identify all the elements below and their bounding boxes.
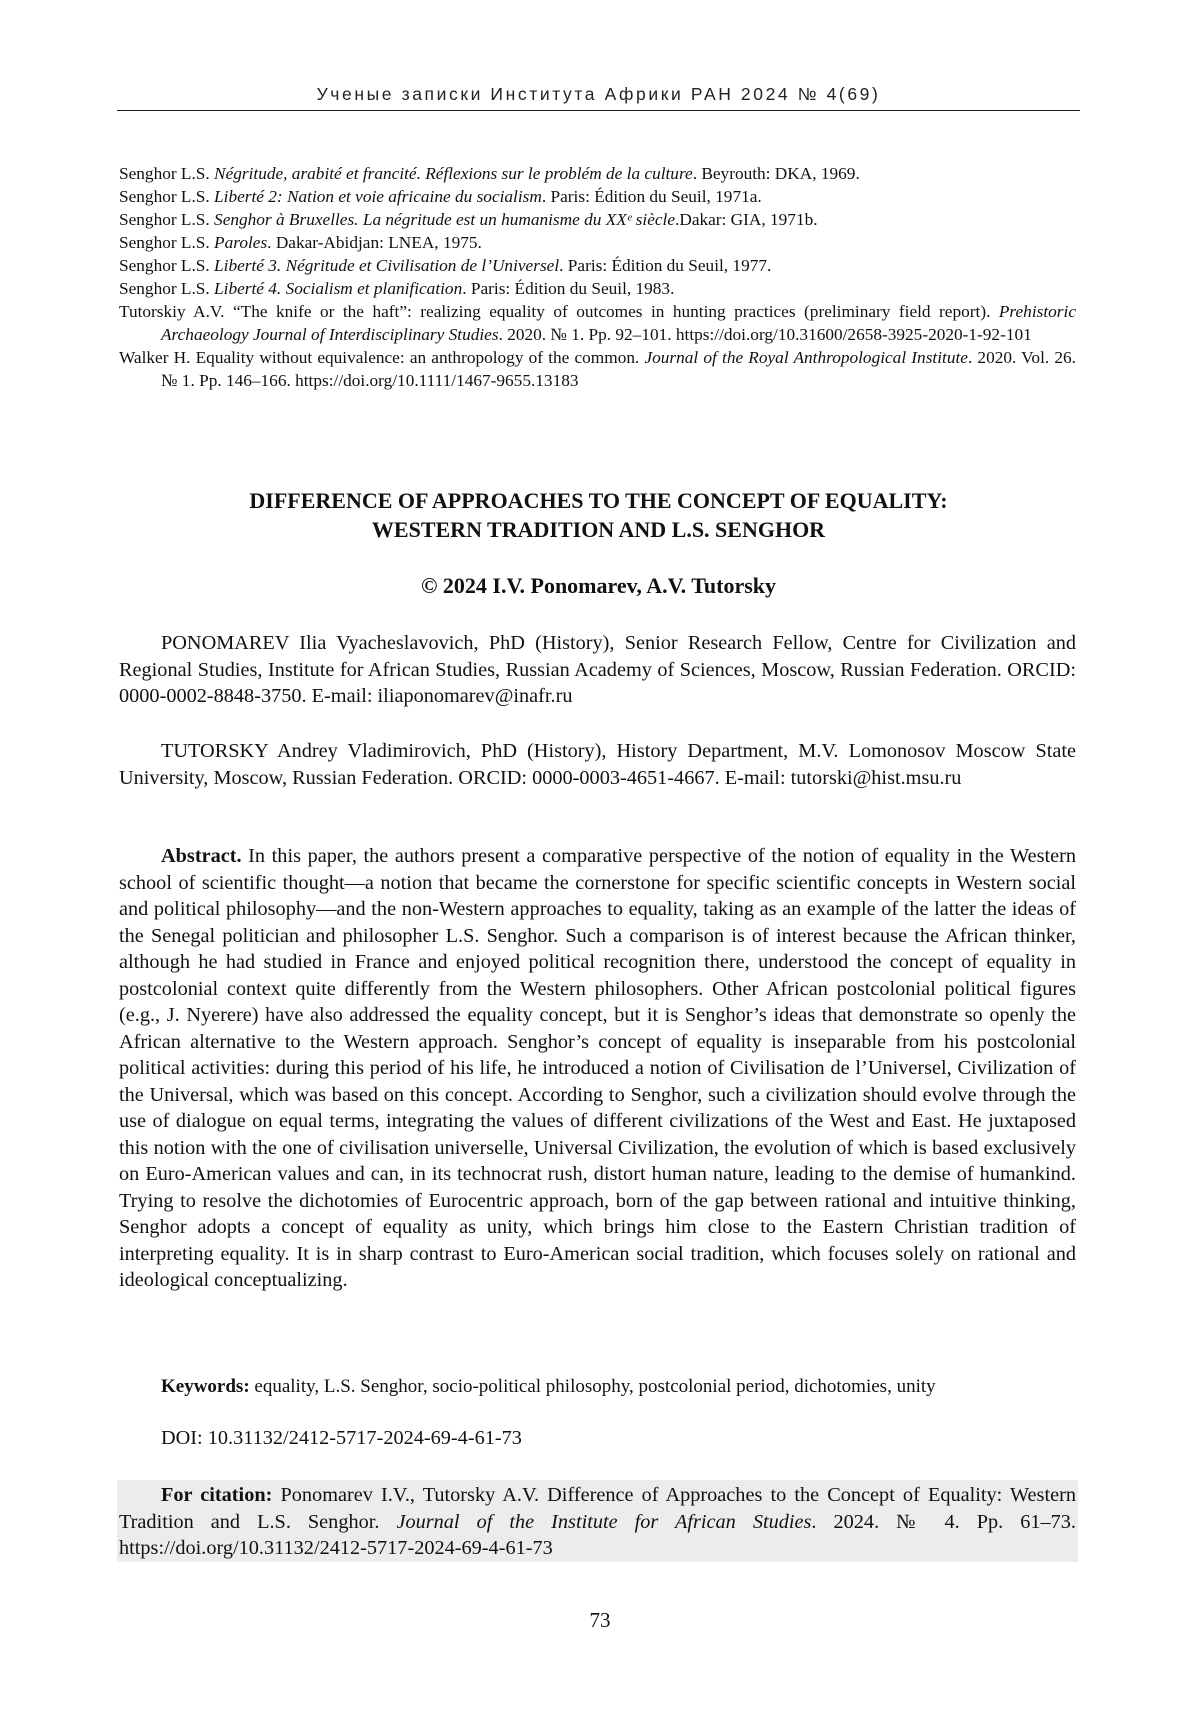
authors-line: © 2024 I.V. Ponomarev, A.V. Tutorsky <box>420 573 777 598</box>
author-bio-tutorsky: TUTORSKY Andrey Vladimirovich, PhD (History), History Department, M.V. Lomonosov Moscow State University, Moscow, Russian Federation. ORCID: 0000-0003-4651-4667. E-mail: tutorski@hist.msu.ru <box>119 740 1076 789</box>
reference-item: Senghor L.S. Négritude, arabité et francité. Réflexions sur le problém de la culture. Beyrouth: DKA, 1969. <box>119 164 860 183</box>
article-title-line: WESTERN TRADITION AND L.S. SENGHOR <box>371 517 826 542</box>
citation-text: Ponomarev I.V., Tutorsky A.V. Difference of Approaches to the Concept of Equality: Western Tradition and L.S. Senghor. <box>119 1484 1076 1533</box>
reference-item: Senghor L.S. Senghor à Bruxelles. La négritude est un humanisme du XXᵉ siècle.Dakar: GIA, 1971b. <box>119 210 818 229</box>
citation-rest: . 2024. № 4. Pp. 61–73. https://doi.org/10.31132/2412-5717-2024-69-4-61-73 <box>119 1510 1076 1559</box>
reference-list <box>119 162 1076 392</box>
header-rule <box>117 110 1080 111</box>
citation-label: For citation: <box>161 1484 273 1506</box>
reference-item: Senghor L.S. Liberté 2: Nation et voie africaine du socialism. Paris: Édition du Seuil, 1971a. <box>119 187 762 206</box>
keywords <box>119 1374 1076 1401</box>
article-title-line: DIFFERENCE OF APPROACHES TO THE CONCEPT OF EQUALITY: <box>249 488 948 513</box>
reference-item: Walker H. Equality without equivalence: an anthropology of the common. Journal of the Royal Anthropological Institute. 2020. Vol. 26. № 1. Pp. 146–166. https://doi.org/10.1111/1467-9655.13183 <box>119 348 1076 390</box>
reference-item: Senghor L.S. Liberté 4. Socialism et planification. Paris: Édition du Seuil, 1983. <box>119 279 675 298</box>
reference-item: Senghor L.S. Paroles. Dakar-Abidjan: LNEA, 1975. <box>119 233 482 252</box>
author-bio-ponomarev: PONOMAREV Ilia Vyacheslavovich, PhD (History), Senior Research Fellow, Centre for Civilization and Regional Studies, Institute for African Studies, Russian Academy of Sciences, Moscow, Russian Federation. ORCID: 0000-0002-8848-3750. E-mail: iliaponomarev@inafr.ru <box>119 632 1076 707</box>
citation-journal: Journal of the Institute for African Studies <box>396 1510 812 1533</box>
reference-item: Tutorskiy A.V. “The knife or the haft”: realizing equality of outcomes in hunting practices (preliminary field report). Prehistoric Archaeology Journal of Interdisciplinary Studies. 2020. № 1. Pp. 92–101. https://doi.org/10.31600/2658-3925-2020-1-92-101 <box>119 302 1076 344</box>
page-number: 73 <box>589 1608 611 1632</box>
running-header: Ученые записки Института Африки РАН 2024 № 4(69) <box>316 84 881 104</box>
keywords-text: equality, L.S. Senghor, socio-political philosophy, postcolonial period, dichotomies, unity <box>249 1376 936 1397</box>
reference-item: Senghor L.S. Liberté 3. Négritude et Civilisation de l’Universel. Paris: Édition du Seuil, 1977. <box>119 256 772 275</box>
abstract-label: Abstract. <box>161 845 242 867</box>
citation <box>119 1482 1076 1562</box>
doi-line: DOI: 10.31132/2412-5717-2024-69-4-61-73 <box>161 1427 522 1449</box>
article-title <box>117 486 1080 544</box>
abstract-text: In this paper, the authors present a comparative perspective of the notion of equality in the Western school of scientific thought—a notion that became the cornerstone for specific scientific concepts in Western social and political philosophy—and the non-Western approaches to equality, taking as an example of the latter the ideas of the Senegal politician and philosopher L.S. Senghor. Such a comparison is of interest because the African thinker, although he had studied in France and enjoyed political recognition there, understood the concept of equality in postcolonial context quite differently from the Western philosophers. Other African postcolonial political figures (e.g., J. Nyerere) have also addressed the equality concept, but it is Senghor’s ideas that demonstrate so openly the African alternative to the Western approach. Senghor’s concept of equality is inseparable from his postcolonial political activities: during this period of his life, he introduced a notion of Civilisation de l’Universel, Civilization of the Universal, which was based on this concept. According to Senghor, such a civilization should evolve through the use of dialogue on equal terms, integrating the values of different civilizations of the West and East. He juxtaposed this notion with the one of civilisation universelle, Universal Civilization, the evolution of which is based exclusively on Euro-American values and can, in its technocrat rush, distort human nature, leading to the demise of humankind. Trying to resolve the dichotomies of Eurocentric approach, born of the gap between rational and intuitive thinking, Senghor adopts a concept of equality as unity, which brings him close to the Eastern Christian tradition of interpreting equality. It is in sharp contrast to Euro-American social tradition, which focuses solely on rational and ideological conceptualizing. <box>119 845 1076 1291</box>
keywords-label: Keywords: <box>161 1376 250 1397</box>
abstract <box>119 843 1076 1294</box>
